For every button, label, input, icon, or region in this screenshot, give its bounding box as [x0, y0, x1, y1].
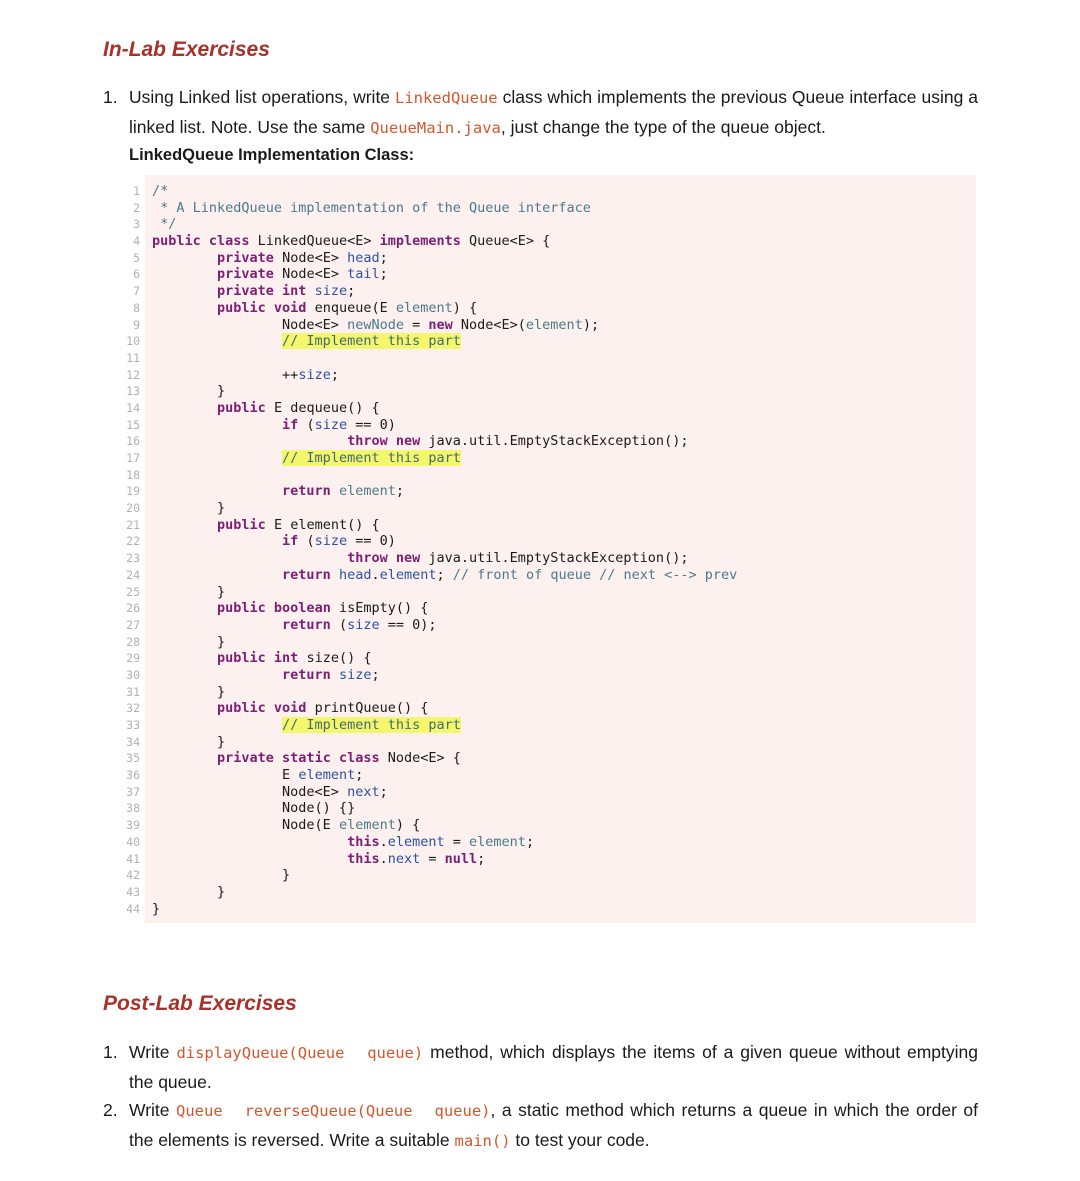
list-number: 1.	[103, 87, 118, 107]
code-line: public void printQueue() {	[217, 700, 429, 717]
code-line: if (size == 0)	[282, 416, 396, 433]
line-number: 39	[126, 818, 140, 833]
code-line: return head.element; // front of queue // next <--> prev	[282, 566, 738, 583]
text-span: , just change the type of the queue object.	[500, 117, 826, 137]
code-line: */	[152, 216, 177, 233]
code-line: }	[152, 683, 226, 700]
code-line: public boolean isEmpty() {	[217, 600, 429, 617]
line-number: 23	[126, 551, 140, 566]
line-number: 20	[126, 501, 140, 516]
line-number: 42	[126, 868, 140, 883]
line-number: 7	[133, 284, 140, 299]
code-line: Node(E element) {	[152, 817, 421, 834]
line-number: 38	[126, 801, 140, 816]
line-number: 44	[126, 901, 140, 916]
line-number: 33	[126, 718, 140, 732]
list-number: 2.	[103, 1100, 118, 1120]
line-number: 14	[126, 400, 140, 415]
code-line: throw new java.util.EmptyStackException();	[347, 550, 689, 567]
code-line: E element;	[152, 767, 364, 784]
line-number: 34	[126, 734, 140, 749]
line-number: 4	[133, 234, 140, 249]
line-number: 26	[126, 601, 140, 616]
code-line: Node<E> newNode = new Node<E>(element);	[152, 316, 600, 333]
in-lab-heading: In-Lab Exercises	[103, 38, 270, 61]
code-line: return element;	[282, 483, 405, 500]
code-line	[152, 467, 737, 484]
code-line: return (size == 0);	[282, 616, 437, 633]
line-number: 32	[126, 701, 140, 716]
line-number: 22	[126, 534, 140, 549]
line-number: 13	[126, 384, 140, 399]
code-line: /*	[152, 183, 169, 199]
code-line: // Implement this part	[282, 450, 461, 466]
code-line: ++size;	[152, 366, 339, 383]
list-number: 1.	[103, 1042, 118, 1062]
line-number: 30	[126, 667, 140, 682]
inline-code: main()	[454, 1132, 511, 1150]
line-number: 24	[126, 567, 140, 582]
line-number: 37	[126, 784, 140, 799]
code-line: }	[152, 883, 226, 900]
line-number: 43	[126, 884, 140, 899]
line-number: 2	[133, 200, 140, 215]
line-number: 18	[126, 467, 140, 482]
in-lab-item-1	[103, 83, 978, 143]
line-number: 12	[126, 367, 140, 382]
post-lab-heading: Post-Lab Exercises	[103, 992, 297, 1015]
text-span: to test your code.	[510, 1130, 650, 1150]
line-number: 28	[126, 634, 140, 649]
line-number: 8	[133, 300, 140, 315]
code-line: throw new java.util.EmptyStackException();	[347, 433, 689, 450]
line-number: 27	[126, 617, 140, 632]
line-number: 17	[126, 451, 140, 465]
code-block	[152, 183, 737, 917]
text-span: method, which displays the items of a given queue without emptying the queue.	[129, 1042, 978, 1092]
line-number: 5	[133, 250, 140, 265]
code-line: if (size == 0)	[282, 533, 396, 550]
code-line: private Node<E> head;	[217, 249, 388, 266]
line-number: 9	[133, 317, 140, 332]
code-line: }	[152, 633, 226, 650]
line-number: 41	[126, 851, 140, 866]
code-line: public void enqueue(E element) {	[217, 299, 478, 316]
text-span: Write	[129, 1042, 177, 1062]
line-number: 19	[126, 484, 140, 499]
post-lab-item-2	[103, 1096, 978, 1156]
code-line: this.next = null;	[347, 850, 486, 867]
inline-code: LinkedQueue	[394, 89, 498, 107]
code-line: Node() {}	[152, 800, 356, 817]
inline-code: displayQueue(Queue queue)	[176, 1044, 424, 1062]
code-line: this.element = element;	[347, 833, 535, 850]
line-number: 36	[126, 768, 140, 783]
code-line: private int size;	[217, 283, 356, 300]
code-line: public E dequeue() {	[217, 399, 380, 416]
code-line: // Implement this part	[282, 333, 461, 350]
text-span: Write	[129, 1100, 177, 1120]
text-span: class which implements the previous Queue interface using a linked list. Note. Use the same	[129, 87, 978, 137]
inline-code: QueueMain.java	[370, 119, 501, 137]
code-line: }	[152, 383, 226, 400]
code-line: }	[152, 900, 161, 917]
line-number: 3	[133, 217, 140, 232]
code-line: private Node<E> tail;	[217, 266, 388, 283]
code-line: * A LinkedQueue implementation of the Queue interface	[152, 199, 591, 216]
code-line: public E element() {	[217, 516, 380, 533]
line-number: 29	[126, 651, 140, 666]
line-number: 16	[126, 434, 140, 449]
line-number: 25	[126, 584, 140, 599]
text-span: Using Linked list operations, write	[129, 87, 395, 107]
code-line: return size;	[282, 666, 380, 683]
code-line: Node<E> next;	[152, 783, 388, 800]
post-lab-item-1	[103, 1038, 978, 1097]
code-line: private static class Node<E> {	[217, 750, 461, 767]
code-line: public int size() {	[217, 650, 372, 667]
inline-code: Queue reverseQueue(Queue queue)	[176, 1102, 491, 1120]
implementation-label: LinkedQueue Implementation Class:	[129, 146, 415, 164]
code-line: public class LinkedQueue<E> implements Queue<E> {	[152, 233, 551, 250]
code-line: // Implement this part	[282, 717, 461, 733]
line-number: 11	[126, 350, 140, 365]
line-number-gutter	[110, 183, 140, 917]
code-line: }	[152, 733, 226, 750]
line-number: 6	[133, 267, 140, 282]
code-line	[152, 350, 737, 367]
code-line: }	[152, 583, 226, 600]
code-line: }	[152, 500, 226, 517]
text-span: , a static method which returns a queue in which the order of the elements is reversed. Write a suitable	[129, 1100, 978, 1150]
line-number: 15	[126, 417, 140, 432]
line-number: 35	[126, 751, 140, 766]
line-number: 10	[126, 334, 140, 349]
line-number: 1	[133, 184, 140, 198]
line-number: 21	[126, 517, 140, 532]
code-listing	[110, 175, 976, 923]
line-number: 31	[126, 684, 140, 699]
code-line: }	[152, 867, 291, 884]
line-number: 40	[126, 834, 140, 849]
